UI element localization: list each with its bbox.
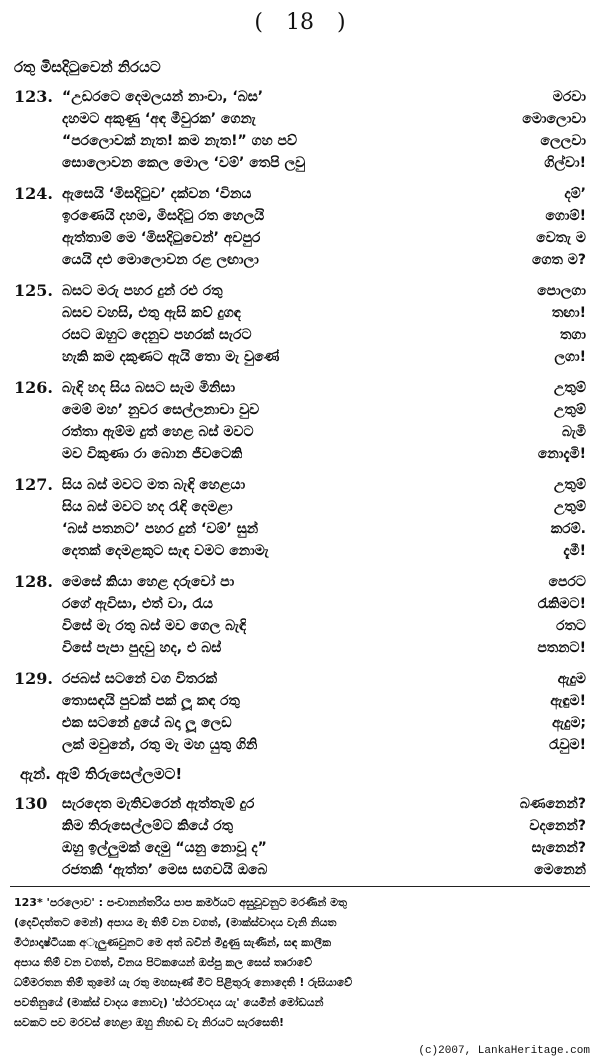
verse-line	[0, 815, 600, 837]
verse-line	[0, 399, 600, 421]
verse-line	[0, 86, 600, 108]
verse-line	[0, 837, 600, 859]
verse-line	[0, 280, 600, 302]
copyright-notice: (c)2007, LankaHeritage.com	[418, 1045, 590, 1057]
verse-line	[0, 793, 600, 815]
footnote-line: සවකට පව මරවස් හෙළා ඔහු නිහඬ වැ නිරයට සැරසෙති!	[14, 1016, 285, 1029]
footnote-divider	[10, 886, 590, 887]
verse-end-word: තඟා!	[551, 305, 586, 321]
verse-text: මව විකුණා රා බොන ජීවටෙකි	[62, 446, 243, 462]
verse-end-word: වෙතැ ම	[536, 230, 586, 246]
verse-123	[0, 86, 600, 174]
chapter-title: රතු මිසදිටුවෙන් නිරයට	[14, 58, 161, 76]
verse-line	[0, 421, 600, 443]
footnote	[14, 893, 586, 1033]
verse-line	[0, 346, 600, 368]
verse-end-word: ලගා!	[554, 349, 586, 365]
verse-line	[0, 593, 600, 615]
verse-128	[0, 571, 600, 659]
verse-line	[0, 183, 600, 205]
verse-line	[0, 130, 600, 152]
page-number: 18	[286, 10, 314, 35]
verse-end-word: උතුම්	[553, 477, 586, 493]
verse-end-word: උතුම්	[553, 499, 586, 515]
verse-number: 123.	[14, 87, 53, 106]
verse-text: ‘බස් පතනට’ පහර දුන් ‘වම්’ සුන්	[62, 521, 259, 537]
verse-end-word: කරම්.	[550, 521, 586, 537]
verse-end-word: මෙනෙන්	[534, 862, 586, 878]
verse-end-word: බණනෙන්?	[519, 796, 586, 812]
verse-end-word: පොලගා	[537, 283, 586, 299]
verse-end-word: සැනෙන්?	[531, 840, 586, 856]
verse-text: “උඩරටෙ දෙමලයන් නාංචා, ‘බස’	[62, 89, 264, 105]
verse-text: බැඳි හද සිය බසට සැම මිනිසා	[62, 380, 236, 396]
verse-text: මෙම් මහ’ නුවර සෙල්ලනාචා වුව	[62, 402, 260, 418]
verse-number: 130	[14, 794, 48, 813]
verse-number: 128.	[14, 572, 53, 591]
verse-line	[0, 859, 600, 881]
verse-number: 129.	[14, 669, 53, 688]
verse-text: ඇසෙයි ‘මිසදිටුව’ දක්වන ‘විනය	[62, 186, 252, 202]
verse-line	[0, 205, 600, 227]
verse-end-word: පෙරට	[548, 574, 586, 590]
verse-end-word: උතුම්	[553, 402, 586, 418]
verse-125	[0, 280, 600, 368]
verse-line	[0, 324, 600, 346]
verse-text: සොලොවන කෙල මොල ‘වම්’ තෙපි ලවු	[62, 155, 306, 171]
verse-line	[0, 108, 600, 130]
verse-text: ඉරණෙයි දහම, මිසදිටු රත හෙලයි	[62, 208, 265, 224]
verse-text: රජබස් සටනේ වග විතරක්	[62, 671, 217, 687]
verse-124	[0, 183, 600, 271]
verse-127	[0, 474, 600, 562]
header-close-paren: )	[337, 10, 346, 35]
verse-line	[0, 227, 600, 249]
footnote-line: ධම්මරතන තිම් තුමෝ යැ රතු මහසෑණ් මිට පිළිතුරු නොදෙති ! රුසියාවේ	[14, 976, 353, 989]
verse-line	[0, 615, 600, 637]
verse-text: රගේ ඇවිසා, එත් වා, රැය	[62, 596, 213, 612]
verse-line	[0, 690, 600, 712]
verse-line	[0, 474, 600, 496]
verse-end-word: පතනට!	[537, 640, 586, 656]
verse-text: යෙයි දඑ මොලොවන රළ ලඟාලා	[62, 252, 259, 268]
verse-text: සැරදෙත මැතිවරෙන් ඇත්තැම් දුර	[62, 796, 255, 812]
verse-text: තොසඳයි පුවක් පක් ලූ කඳ රතු	[62, 693, 240, 709]
verse-end-word: රැකිමට!	[537, 596, 586, 612]
section-subheading: ඇන්. ඇම් තිරුසෙල්ලමට!	[20, 765, 183, 783]
verse-text: විසේ පැපා පුදවු හද, එ බස්	[62, 640, 222, 656]
verse-line	[0, 518, 600, 540]
verse-text: බසව වහසි, එතු ඇසි කව් දුගඳ	[62, 305, 241, 321]
verse-end-word: ගොම්!	[545, 208, 586, 224]
verse-end-word: ගිල්වා!	[544, 155, 586, 171]
verse-line	[0, 712, 600, 734]
verse-line	[0, 668, 600, 690]
verse-text: හැකි කම දකුණට ඇයි තො මැ වුණේ	[62, 349, 280, 365]
verse-end-word: රැවුම!	[549, 737, 586, 753]
verse-text: දෙතක් දෙමළකුට සැඳ වමට නොමැ	[62, 543, 269, 559]
verse-end-word: මොලොවා	[522, 111, 586, 127]
verse-end-word: තගා	[560, 327, 586, 343]
verse-text: රජතකි ‘ඇත්ත’ මෙස සගවයි ඔබෙ	[62, 862, 268, 878]
verse-130	[0, 793, 600, 881]
verse-end-word: දම්’	[564, 186, 586, 202]
verse-text: සිය බස් මවට මත බැඳි හෙළයා	[62, 477, 246, 493]
footnote-line: 123* 'පරලොව' : පංචානන්තරිය පාප කර්මයට අසුවූවනුට මරණින් මතු	[14, 896, 347, 909]
verse-end-word: ඇඳුම!	[550, 693, 586, 709]
verse-text: “පරලොවක් නැත! කම නැත!” ගහ පව්	[62, 133, 298, 149]
verse-129	[0, 668, 600, 756]
page-number-header	[0, 10, 600, 35]
verse-number: 124.	[14, 184, 53, 203]
verse-line	[0, 152, 600, 174]
verse-line	[0, 637, 600, 659]
footnote-line: (දෙවිදත්තට මෙන්) අපාය මැ තිම් වන වගත්, (මාක්ස්වාදය වැනි නියත	[14, 916, 337, 929]
verse-end-word: වදනෙන්?	[529, 818, 586, 834]
verse-126	[0, 377, 600, 465]
verse-end-word: රතට	[556, 618, 586, 634]
verse-number: 125.	[14, 281, 53, 300]
verse-line	[0, 734, 600, 756]
footnote-line: මිථ්‍යාදෘෂ්ටියක අැලුණවුනට මෙ අත් බවින් මිදුණු සැණින්, සඳ කාලීක	[14, 936, 331, 949]
verse-text: මෙසේ කියා හෙළ දරුවෝ පා	[62, 574, 235, 590]
verse-end-word: ඇදුම;	[551, 715, 586, 731]
verse-text: රත්තා ඇම්ම දුත් හෙළ බස් මවට	[62, 424, 254, 440]
verse-line	[0, 377, 600, 399]
verse-list	[0, 86, 600, 890]
verse-text: ඔහු ඉල්ලුමක් දෙමු “යනු නොවූ ද”	[62, 840, 267, 856]
verse-line	[0, 443, 600, 465]
verse-line	[0, 249, 600, 271]
verse-line	[0, 540, 600, 562]
footnote-line: අපාය තිම් වන වගත්, විනය පිටකයෙන් ඔප්පු කල සෙස් තෘරාවේ	[14, 956, 313, 969]
verse-end-word: ලෙලවා	[540, 133, 586, 149]
verse-text: දහමට අකුණු ‘අඳ මීවුරක’ ගෙනැ	[62, 111, 256, 127]
verse-line	[0, 571, 600, 593]
verse-end-word: ගෙත ම?	[532, 252, 586, 268]
verse-text: සිය බස් මවට හද රැඳි දෙමළා	[62, 499, 233, 515]
verse-text: රසට ඔහුට දෙනුව පහරක් සැරට	[62, 327, 252, 343]
verse-text: බසට මරු පහර දුන් රළු රතු	[62, 283, 223, 299]
verse-number: 127.	[14, 475, 53, 494]
header-open-paren: (	[254, 10, 263, 35]
verse-line	[0, 496, 600, 518]
verse-end-word: දැමී!	[563, 543, 586, 559]
verse-line	[0, 302, 600, 324]
verse-number: 126.	[14, 378, 53, 397]
verse-text: එක සටනේ දුයේ බදා ලූ ලෙඩ	[62, 715, 232, 731]
verse-end-word: බැමි	[562, 424, 586, 440]
verse-end-word: ඇදුම	[557, 671, 586, 687]
verse-end-word: නොදැමි!	[537, 446, 586, 462]
footnote-line: පවතිනුයේ (මාක්ස් වාදය නොවැ) 'ස්ථරවාදය යැ' යෙමින් මෝඩයන්	[14, 996, 324, 1009]
verse-text: ලක් මවුනේ, රතු මැ මහ යුතු ගිනි	[62, 737, 258, 753]
verse-end-word: උතුම්	[553, 380, 586, 396]
verse-text: විසේ මැ රතු බස් මව ගෙල බැඳි	[62, 618, 247, 634]
verse-end-word: මරවා	[552, 89, 586, 105]
verse-text: කිම තිරුසෙල්ලම්ට කියේ රතු	[62, 818, 234, 834]
verse-text: ඇත්තාම් මෙ ‘මිසදිටුවෙන්’ අවපුර	[62, 230, 261, 246]
